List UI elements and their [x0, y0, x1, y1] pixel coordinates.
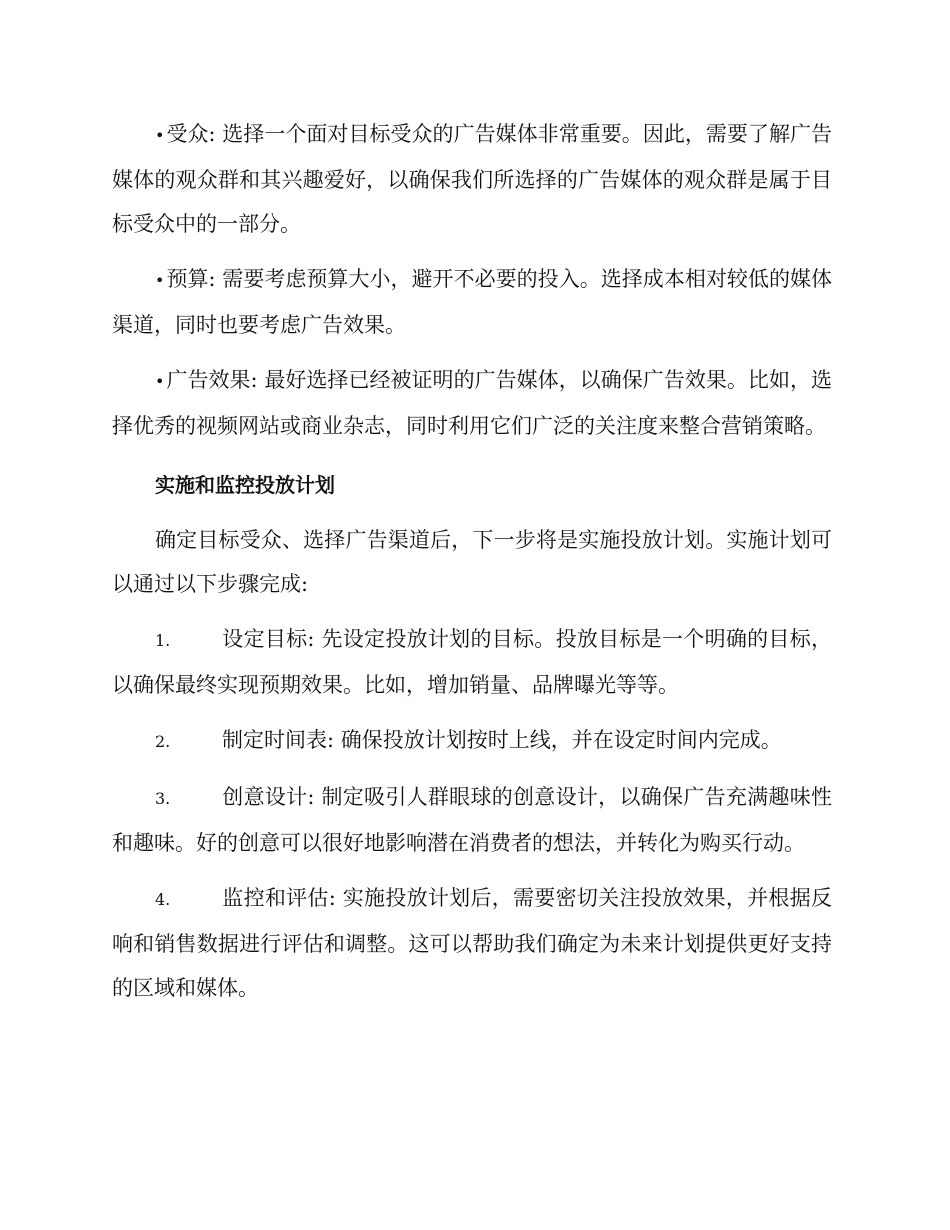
- step-label: 监控和评估:: [222, 886, 336, 910]
- bullet-icon: •: [155, 126, 165, 145]
- step-text: 先设定投放计划的目标。投放目标是一个明确的目标，以确保最终实现预期效果。比如，增加销量、品牌曝光等等。: [112, 627, 832, 697]
- step-paragraph-1: [112, 617, 832, 707]
- bullet-paragraph-budget: [112, 257, 832, 347]
- step-text: 实施投放计划后，需要密切关注投放效果，并根据反响和销售数据进行评估和调整。这可以帮助我们确定为未来计划提供更好支持的区域和媒体。: [112, 886, 832, 1000]
- step-text: 制定吸引人群眼球的创意设计，以确保广告充满趣味性和趣味。好的创意可以很好地影响潜在消费者的想法，并转化为购买行动。: [112, 785, 832, 855]
- bullet-text: 最好选择已经被证明的广告媒体，以确保广告效果。比如，选择优秀的视频网站或商业杂志，同时利用它们广泛的关注度来整合营销策略。: [112, 368, 832, 438]
- bullet-text: 选择一个面对目标受众的广告媒体非常重要。因此，需要了解广告媒体的观众群和其兴趣爱好，以确保我们所选择的广告媒体的观众群是属于目标受众中的一部分。: [112, 122, 832, 236]
- bullet-text: 需要考虑预算大小，避开不必要的投入。选择成本相对较低的媒体渠道，同时也要考虑广告效果。: [112, 267, 832, 337]
- bullet-label: 预算:: [166, 267, 216, 291]
- step-text: 确保投放计划按时上线，并在设定时间内完成。: [340, 728, 782, 752]
- bullet-icon: •: [155, 372, 165, 391]
- step-label: 制定时间表:: [222, 728, 335, 752]
- bullet-label: 广告效果:: [166, 368, 258, 392]
- step-number: 1.: [155, 631, 171, 650]
- bullet-paragraph-audience: [112, 112, 832, 246]
- section-intro: 确定目标受众、选择广告渠道后，下一步将是实施投放计划。实施计划可以通过以下步骤完成:: [112, 528, 832, 596]
- document-page: [112, 112, 832, 1021]
- section-heading: 实施和监控投放计划: [155, 473, 335, 497]
- step-paragraph-2: [112, 718, 832, 764]
- step-paragraph-3: [112, 775, 832, 865]
- bullet-paragraph-ad-effect: [112, 358, 832, 448]
- step-number: 4.: [155, 890, 171, 909]
- step-number: 2.: [155, 732, 171, 751]
- step-label: 创意设计:: [222, 785, 315, 809]
- step-number: 3.: [155, 789, 171, 808]
- bullet-icon: •: [155, 271, 165, 290]
- bullet-label: 受众:: [166, 122, 216, 146]
- step-paragraph-4: [112, 876, 832, 1010]
- step-label: 设定目标:: [222, 627, 315, 651]
